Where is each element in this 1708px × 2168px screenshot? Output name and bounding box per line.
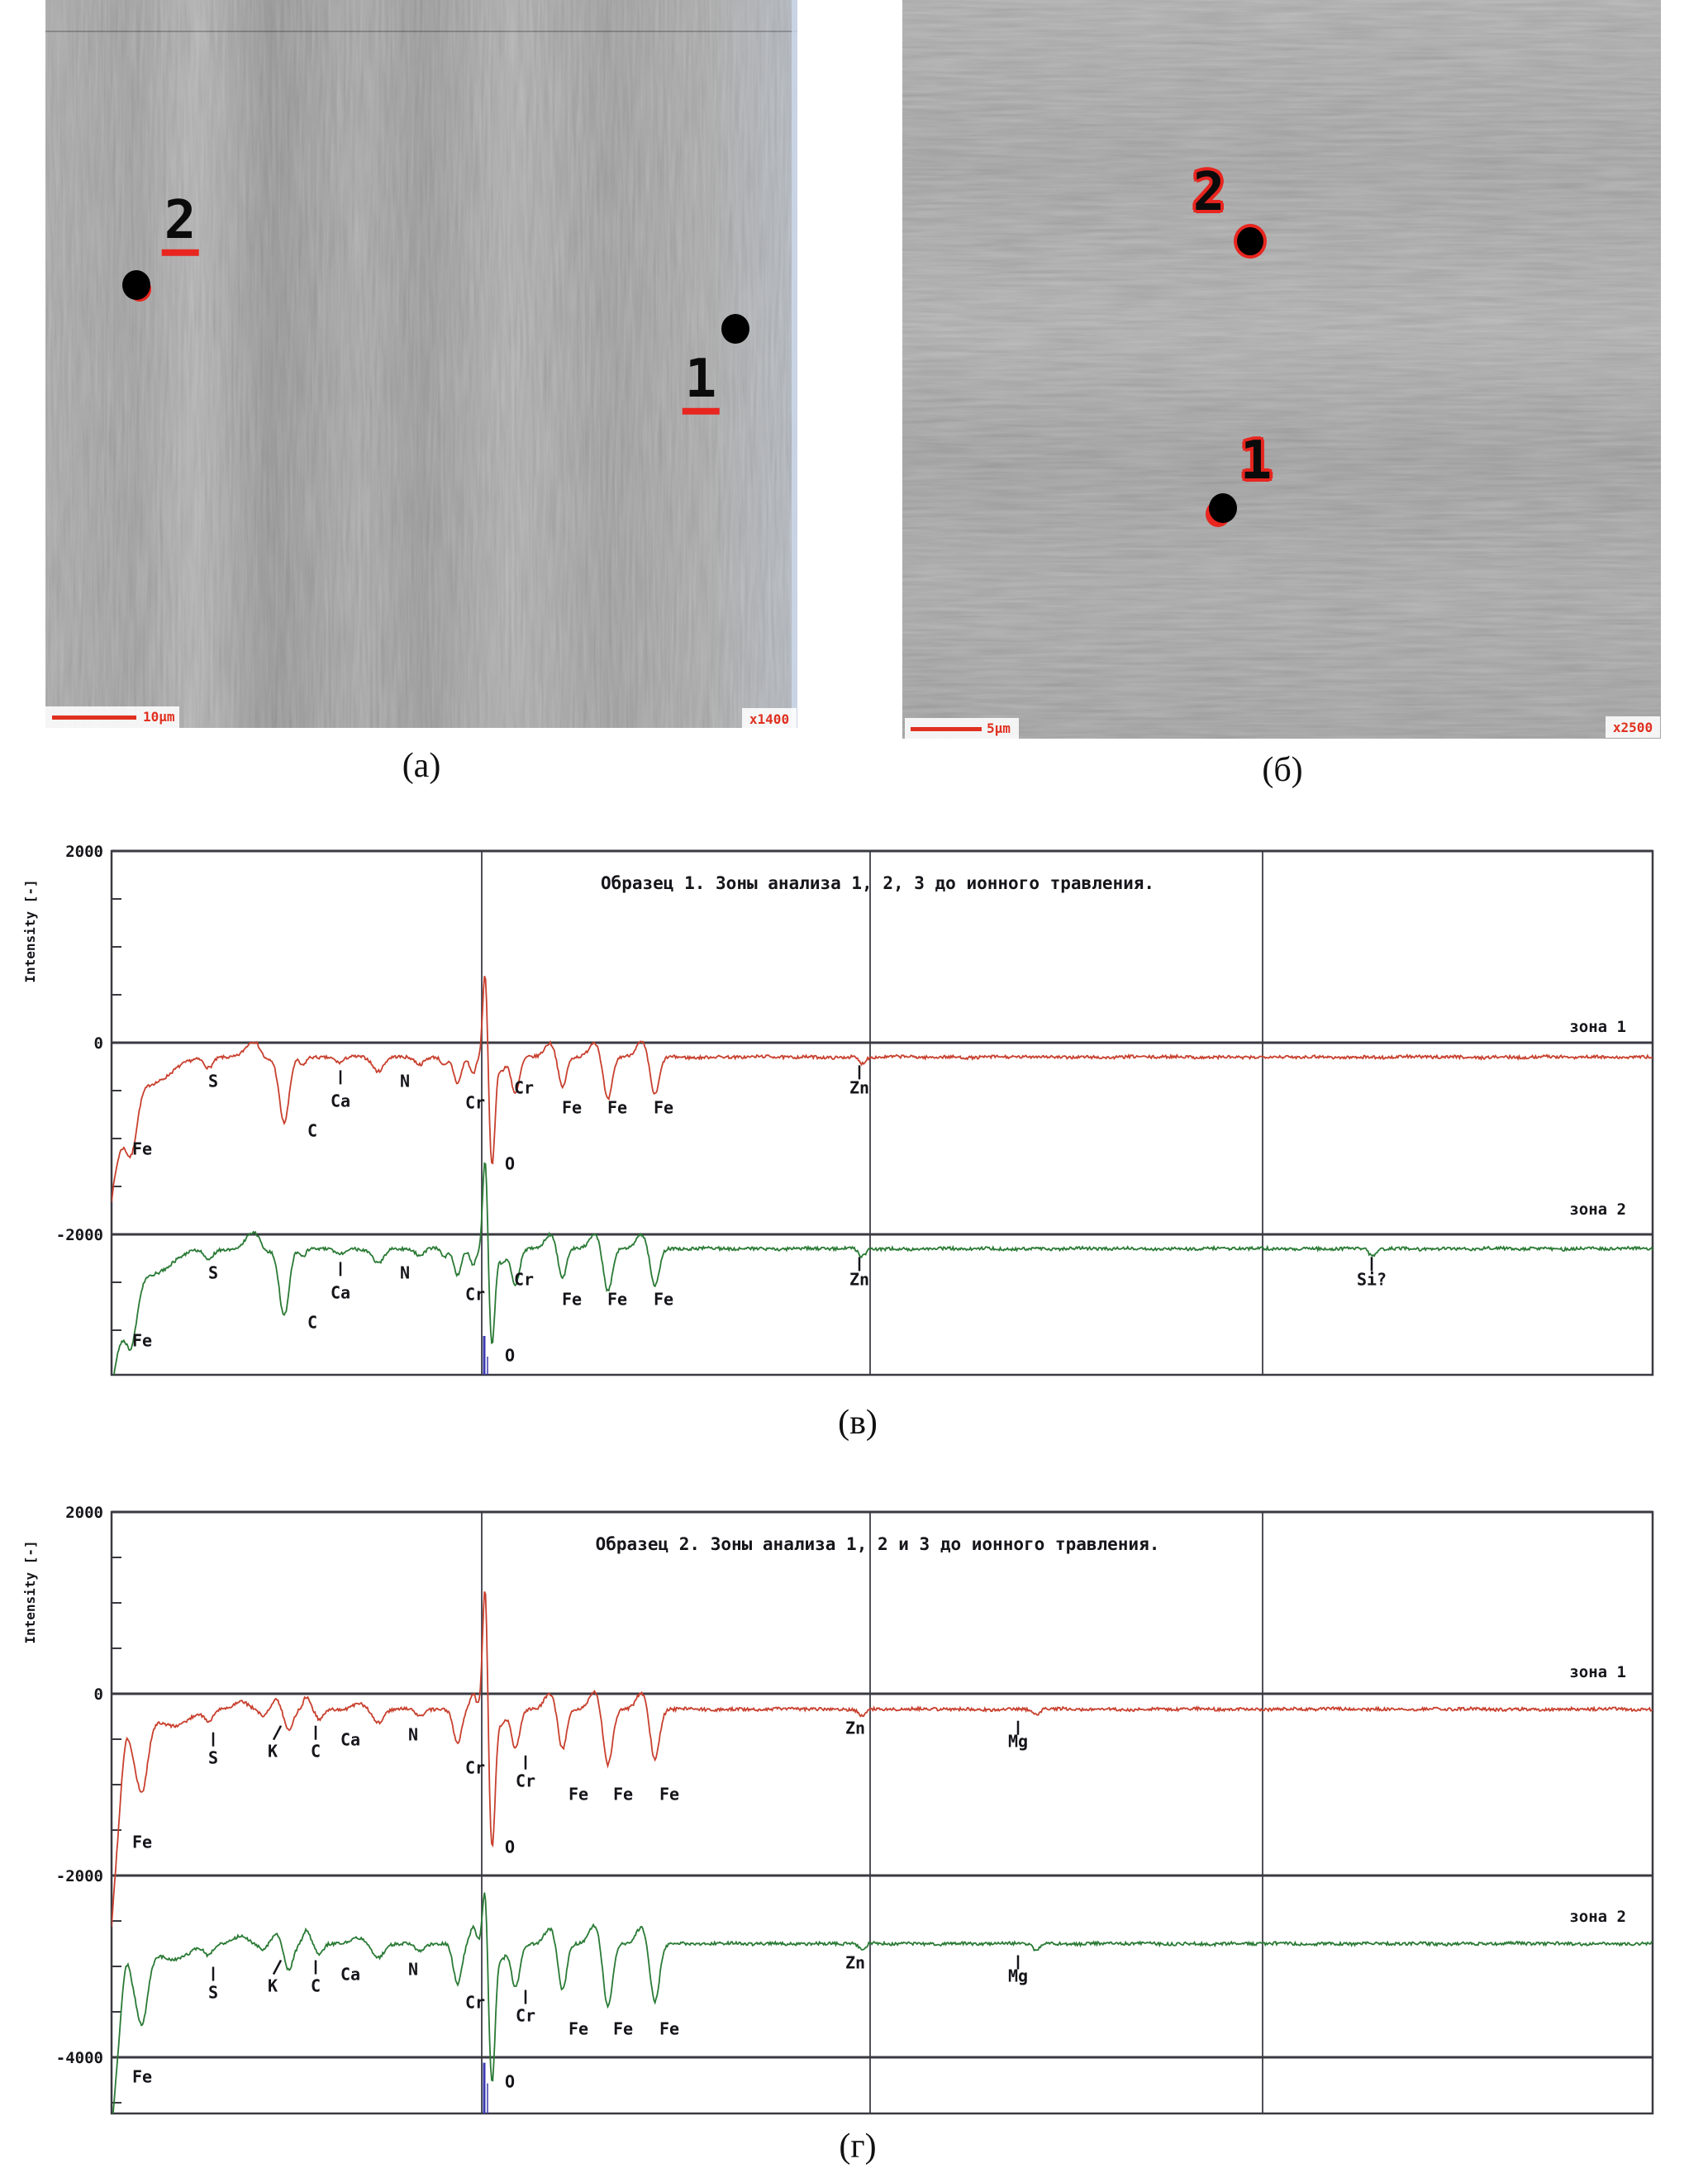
element-annotation-Si: Si? xyxy=(1356,1269,1387,1290)
y-tick-label: -2000 xyxy=(55,1226,103,1244)
spectrum-trace-зона-1 xyxy=(112,976,1653,1201)
element-annotation-O: O xyxy=(504,1837,516,1857)
element-annotation-O: O xyxy=(504,1345,516,1366)
element-annotation-Cr: Cr xyxy=(515,2005,536,2026)
magnification-badge-panel-a: x1400 xyxy=(742,708,797,730)
y-axis-label: Intensity [-] xyxy=(22,879,38,983)
marker-label-1-panel-a: 1 xyxy=(683,353,720,415)
caption-panel-b: (б) xyxy=(1262,751,1303,789)
analysis-point-1-panel-a xyxy=(721,314,749,344)
element-annotation-Zn: Zn xyxy=(849,1077,870,1098)
element-annotation-O: O xyxy=(504,2071,516,2092)
element-annotation-Cr: Cr xyxy=(513,1077,535,1098)
marker-label-2-panel-b: 2 xyxy=(1192,161,1225,223)
element-annotation-Fe: Fe xyxy=(612,1784,634,1804)
element-annotation-Zn: Zn xyxy=(844,1718,866,1738)
element-annotation-Zn: Zn xyxy=(849,1269,870,1290)
marker-label-2-panel-a: 2 xyxy=(162,194,199,256)
zone-label: зона 2 xyxy=(1569,1200,1626,1219)
element-annotation-Fe: Fe xyxy=(561,1097,583,1118)
spectrum-trace-зона-2 xyxy=(112,1893,1653,2135)
element-annotation-Cr: Cr xyxy=(464,1284,486,1305)
element-annotation-Fe: Fe xyxy=(131,1330,153,1351)
scale-bar-line xyxy=(911,727,982,731)
y-tick-label: 2000 xyxy=(65,843,103,861)
element-annotation-S: S xyxy=(207,1747,219,1768)
scale-bar-label: 5µm xyxy=(987,720,1011,736)
spectra-chart-g xyxy=(22,1504,1653,2135)
element-annotation-C: C xyxy=(307,1312,318,1333)
element-annotation-Ca: Ca xyxy=(340,1729,361,1750)
y-tick-label: -4000 xyxy=(55,2049,103,2067)
chart-title: Образец 1. Зоны анализа 1, 2, 3 до ионного травления. xyxy=(600,873,1155,893)
element-annotation-Fe: Fe xyxy=(131,1139,153,1159)
element-annotation-Cr: Cr xyxy=(464,1092,486,1113)
element-annotation-Cr: Cr xyxy=(515,1771,536,1791)
magnification-badge-panel-b: x2500 xyxy=(1606,716,1660,738)
element-annotation-K: K xyxy=(267,1741,278,1762)
element-annotation-S: S xyxy=(207,1071,219,1091)
annotation-tick xyxy=(274,1961,281,1975)
element-annotation-Fe: Fe xyxy=(659,1784,680,1804)
element-annotation-S: S xyxy=(207,1982,219,2003)
element-annotation-Ca: Ca xyxy=(330,1282,351,1303)
element-annotation-N: N xyxy=(407,1724,419,1745)
element-annotation-Cr: Cr xyxy=(513,1269,535,1290)
y-tick-label: -2000 xyxy=(55,1867,103,1885)
element-annotation-Mg: Mg xyxy=(1007,1966,1029,1986)
analysis-point-1-panel-b xyxy=(1209,493,1237,523)
zone-label: зона 1 xyxy=(1569,1018,1626,1036)
y-tick-label: 0 xyxy=(93,1685,103,1704)
element-annotation-Mg: Mg xyxy=(1007,1731,1029,1752)
analysis-point-2-panel-a xyxy=(122,270,150,300)
zone-label: зона 2 xyxy=(1569,1908,1626,1926)
element-annotation-C: C xyxy=(310,1975,321,1996)
y-tick-label: 2000 xyxy=(65,1504,103,1522)
element-annotation-C: C xyxy=(310,1741,321,1762)
marker-label-1-panel-b: 1 xyxy=(1239,430,1273,492)
element-annotation-Zn: Zn xyxy=(844,1952,866,1973)
element-annotation-O: O xyxy=(504,1153,516,1174)
element-annotation-Cr: Cr xyxy=(464,1757,486,1778)
spectra-chart-v xyxy=(22,843,1653,1394)
caption-chart-g: (г) xyxy=(839,2128,877,2166)
element-annotation-Fe: Fe xyxy=(607,1097,628,1118)
element-annotation-K: K xyxy=(267,1975,278,1996)
element-annotation-Fe: Fe xyxy=(607,1289,628,1310)
scale-bar-panel-b xyxy=(905,718,1019,739)
element-annotation-N: N xyxy=(407,1959,419,1980)
spectrum-trace-зона-2 xyxy=(112,1163,1653,1394)
element-annotation-N: N xyxy=(399,1262,411,1283)
element-annotation-Fe: Fe xyxy=(653,1097,674,1118)
element-annotation-Fe: Fe xyxy=(568,2018,589,2039)
element-annotation-Ca: Ca xyxy=(330,1091,351,1111)
element-annotation-N: N xyxy=(399,1071,411,1091)
caption-chart-v: (в) xyxy=(838,1404,878,1442)
caption-panel-a: (а) xyxy=(402,747,441,785)
plot-frame xyxy=(112,1512,1653,2113)
element-annotation-S: S xyxy=(207,1262,219,1283)
element-annotation-Fe: Fe xyxy=(612,2018,634,2039)
y-axis-label: Intensity [-] xyxy=(22,1540,38,1644)
element-annotation-Ca: Ca xyxy=(340,1964,361,1985)
element-annotation-C: C xyxy=(307,1120,318,1141)
scale-bar-line xyxy=(52,716,136,720)
element-annotation-Fe: Fe xyxy=(653,1289,674,1310)
chart-title: Образец 2. Зоны анализа 1, 2 и 3 до ионного травления. xyxy=(595,1534,1160,1554)
scale-bar-label: 10µm xyxy=(143,709,175,725)
y-tick-label: 0 xyxy=(93,1034,103,1053)
element-annotation-Fe: Fe xyxy=(561,1289,583,1310)
element-annotation-Fe: Fe xyxy=(131,2066,153,2087)
annotation-tick xyxy=(274,1726,281,1740)
element-annotation-Cr: Cr xyxy=(464,1992,486,2013)
analysis-point-2-panel-b xyxy=(1234,224,1267,259)
element-annotation-Fe: Fe xyxy=(131,1832,153,1852)
element-annotation-Fe: Fe xyxy=(568,1784,589,1804)
element-annotation-Fe: Fe xyxy=(659,2018,680,2039)
zone-label: зона 1 xyxy=(1569,1663,1626,1681)
scale-bar-panel-a xyxy=(45,706,179,729)
